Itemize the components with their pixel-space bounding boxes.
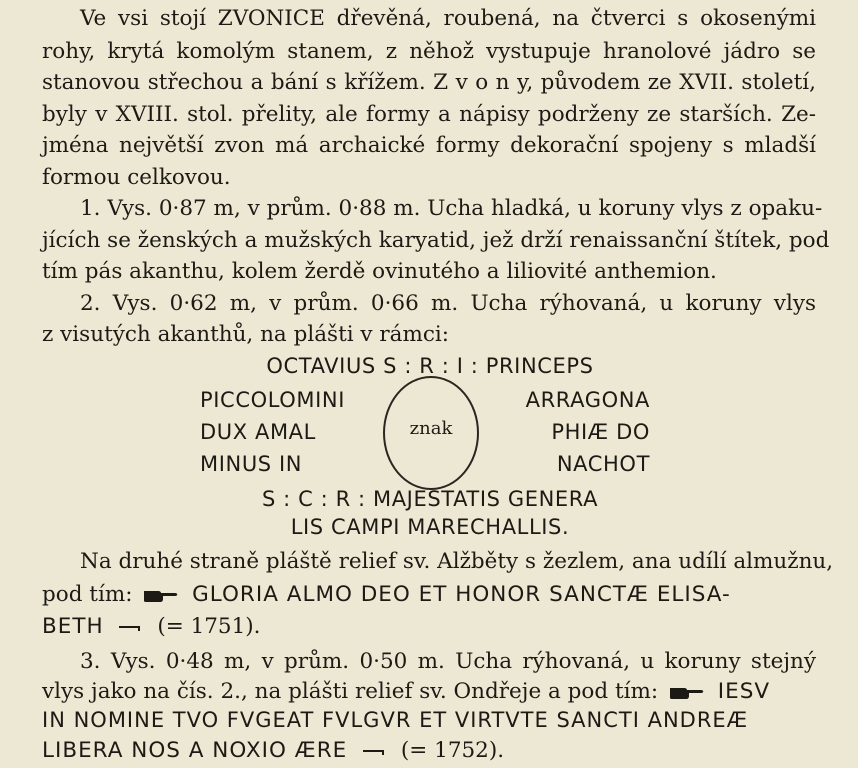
- hook-dash-icon: [362, 746, 386, 756]
- text-fragment: (= 1752).: [400, 738, 505, 763]
- text-line: rohy, krytá komolým stanem, z něhož vystupuje hranolové jádro se: [42, 39, 816, 64]
- inscription-left-line: PICCOLOMINI: [200, 388, 346, 412]
- inscription-line: OCTAVIUS S : R : I : PRINCEPS: [266, 354, 594, 378]
- text-line: jících se ženských a mužských karyatid, jež drží renaissanční štítek, pod: [42, 228, 830, 253]
- latin-inscription: IN NOMINE TVO FVGEAT FVLGVR ET VIRTVTE SANCTI ANDREÆ: [42, 708, 749, 732]
- latin-inscription: BETH: [42, 614, 104, 639]
- text-fragment: pod tím:: [42, 582, 133, 607]
- text-line: [42, 580, 816, 609]
- text-line: z visutých akanthů, na plášti v rámci:: [42, 322, 450, 347]
- text-line: stanovou střechou a bání s křížem. Z v o n y, původem ze XVII. století,: [42, 70, 816, 95]
- text-line: jména největší zvon má archaické formy dekorační spojeny s mladší: [42, 133, 816, 158]
- inscription-right-line: PHIÆ DO: [551, 420, 650, 444]
- inscription-right-line: NACHOT: [556, 452, 650, 476]
- text-line: 2. Vys. 0·62 m, v prům. 0·66 m. Ucha rýhovaná, u koruny vlys: [80, 291, 816, 316]
- text-line: tím pás akanthu, kolem žerdě ovinutého a liliovité anthemion.: [42, 259, 717, 284]
- text-line: formou celkovou.: [42, 165, 231, 190]
- text-line: 1. Vys. 0·87 m, v prům. 0·88 m. Ucha hladká, u koruny vlys z opaku-: [80, 196, 823, 221]
- inscription-line: LIS CAMPI MARECHALLIS.: [290, 515, 570, 539]
- hook-dash-icon: [118, 622, 142, 632]
- text-line: [42, 612, 816, 641]
- coat-of-arms-label: znak: [409, 418, 453, 439]
- inscription-line: S : C : R : MAJESTATIS GENERA: [261, 487, 599, 511]
- inscription-left-line: MINUS IN: [200, 452, 303, 476]
- text-line: [42, 736, 816, 765]
- text-line: 3. Vys. 0·48 m, v prům. 0·50 m. Ucha rýhovaná, u koruny stejný: [80, 649, 816, 674]
- text-line: Ve vsi stojí ZVONICE dřevěná, roubená, na čtverci s okosenými: [80, 6, 816, 31]
- pointing-hand-icon: [669, 685, 705, 699]
- latin-inscription: LIBERA NOS A NOXIO ÆRE: [42, 738, 348, 763]
- text-line: [42, 677, 816, 706]
- pointing-hand-icon: [143, 588, 179, 602]
- text-fragment: (= 1751).: [157, 614, 261, 639]
- latin-inscription: IESV: [717, 679, 771, 704]
- text-line: byly v XVIII. stol. přelity, ale formy a nápisy podrženy ze starších. Ze-: [42, 102, 816, 127]
- text-line: Na druhé straně pláště relief sv. Alžběty s žezlem, ana udílí almužnu,: [80, 549, 834, 574]
- text-fragment: vlys jako na čís. 2., na plášti relief sv. Ondřeje a pod tím:: [42, 679, 659, 704]
- latin-inscription: GLORIA ALMO DEO ET HONOR SANCTÆ ELISA-: [192, 582, 731, 607]
- inscription-left-line: DUX AMAL: [200, 420, 316, 444]
- inscription-right-line: ARRAGONA: [525, 388, 650, 412]
